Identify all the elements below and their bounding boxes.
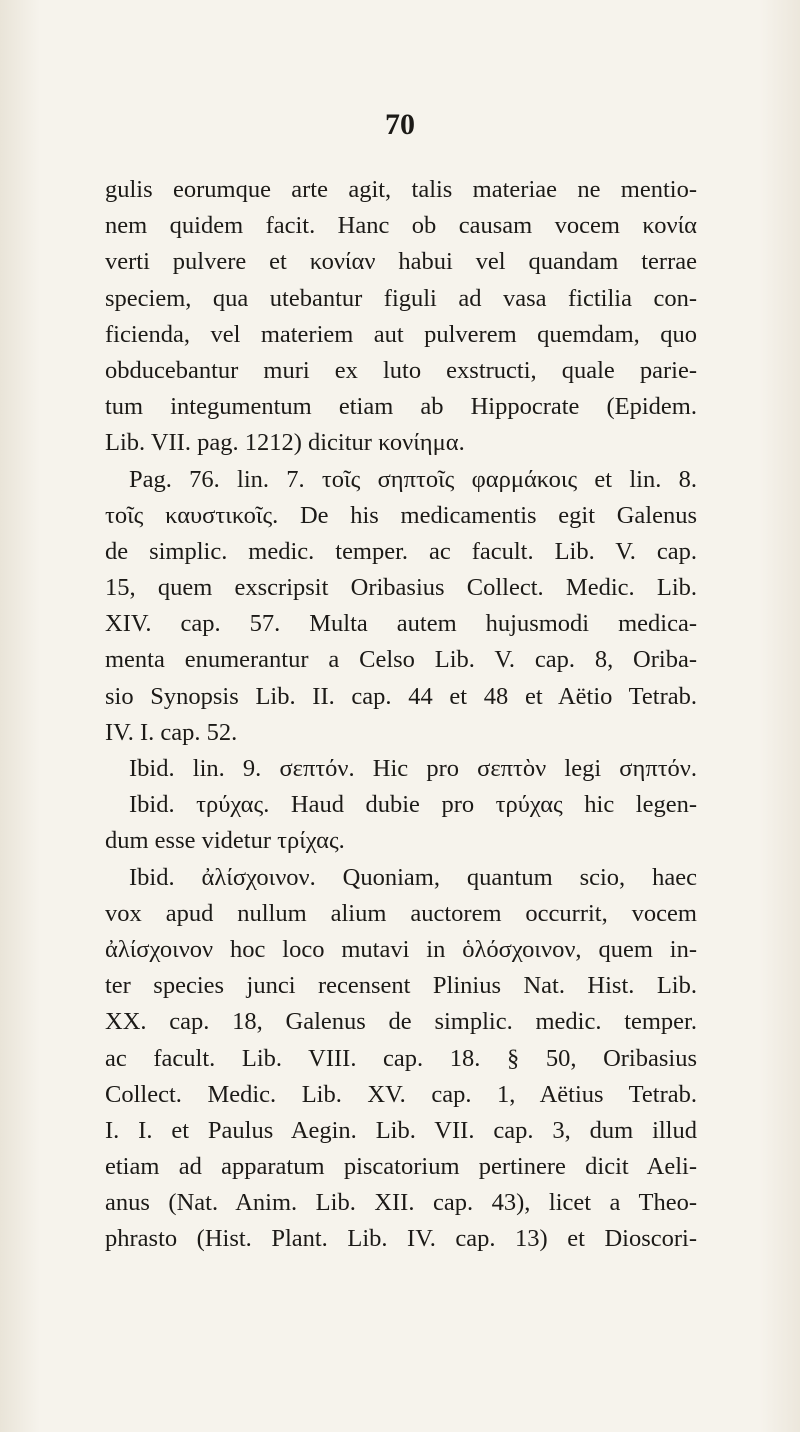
text-line: XX. cap. 18, Galenus de simplic. medic. temper. [105, 1008, 697, 1036]
text-line: verti pulvere et κονίαν habui vel quandam terrae [105, 248, 697, 276]
page-number: 70 [385, 108, 415, 141]
text-line: ficienda, vel materiem aut pulverem quemdam, quo [105, 320, 697, 348]
text-line: de simplic. medic. temper. ac facult. Lib. V. cap. [105, 537, 697, 565]
text-line: ter species junci recensent Plinius Nat. Hist. Lib. [105, 972, 697, 1000]
text-line: XIV. cap. 57. Multa autem hujusmodi medica- [105, 610, 697, 638]
text-line: gulis eorumque arte agit, talis materiae ne mentio- [105, 176, 697, 203]
text-line: nem quidem facit. Hanc ob causam vocem κονία [105, 212, 697, 240]
text-line: 15, quem exscripsit Oribasius Collect. Medic. Lib. [105, 574, 697, 602]
text-line: tum integumentum etiam ab Hippocrate (Epidem. [105, 393, 697, 421]
text-line: IV. I. cap. 52. [105, 718, 238, 746]
text-line: vox apud nullum alium auctorem occurrit, vocem [105, 899, 697, 927]
text-line: anus (Nat. Anim. Lib. XII. cap. 43), licet a Theo- [105, 1189, 697, 1217]
text-line: Ibid. ἀλίσχοινον. Quoniam, quantum scio, haec [129, 863, 697, 891]
text-line: etiam ad apparatum piscatorium pertinere dicit Aeli- [105, 1153, 697, 1181]
text-line: Pag. 76. lin. 7. τοῖς σηπτοῖς φαρμάκοις et lin. 8. [129, 465, 697, 493]
text-line: phrasto (Hist. Plant. Lib. IV. cap. 13) et Dioscori- [105, 1225, 697, 1253]
text-line: ἀλίσχοινον hoc loco mutavi in ὁλόσχοινον, quem in- [105, 935, 697, 963]
text-line: Lib. VII. pag. 1212) dicitur κονίημα. [105, 429, 465, 457]
text-line: Ibid. lin. 9. σεπτόν. Hic pro σεπτὸν legi σηπτόν. [129, 755, 697, 782]
text-line: obducebantur muri ex luto exstructi, quale parie- [105, 356, 697, 384]
text-line: menta enumerantur a Celso Lib. V. cap. 8, Oriba- [105, 646, 697, 674]
text-line: τοῖς καυστικοῖς. De his medicamentis egit Galenus [105, 501, 697, 529]
text-line: ac facult. Lib. VIII. cap. 18. § 50, Oribasius [105, 1044, 697, 1072]
text-line: I. I. et Paulus Aegin. Lib. VII. cap. 3, dum illud [105, 1116, 697, 1144]
text-line: Ibid. τρύχας. Haud dubie pro τρύχας hic legen- [129, 791, 697, 819]
text-line: sio Synopsis Lib. II. cap. 44 et 48 et Aëtio Tetrab. [105, 682, 697, 710]
text-line: dum esse videtur τρίχας. [105, 827, 345, 855]
text-line: speciem, qua utebantur figuli ad vasa fictilia con- [105, 284, 697, 312]
text-line: Collect. Medic. Lib. XV. cap. 1, Aëtius Tetrab. [105, 1080, 697, 1108]
body-text [105, 172, 697, 1258]
